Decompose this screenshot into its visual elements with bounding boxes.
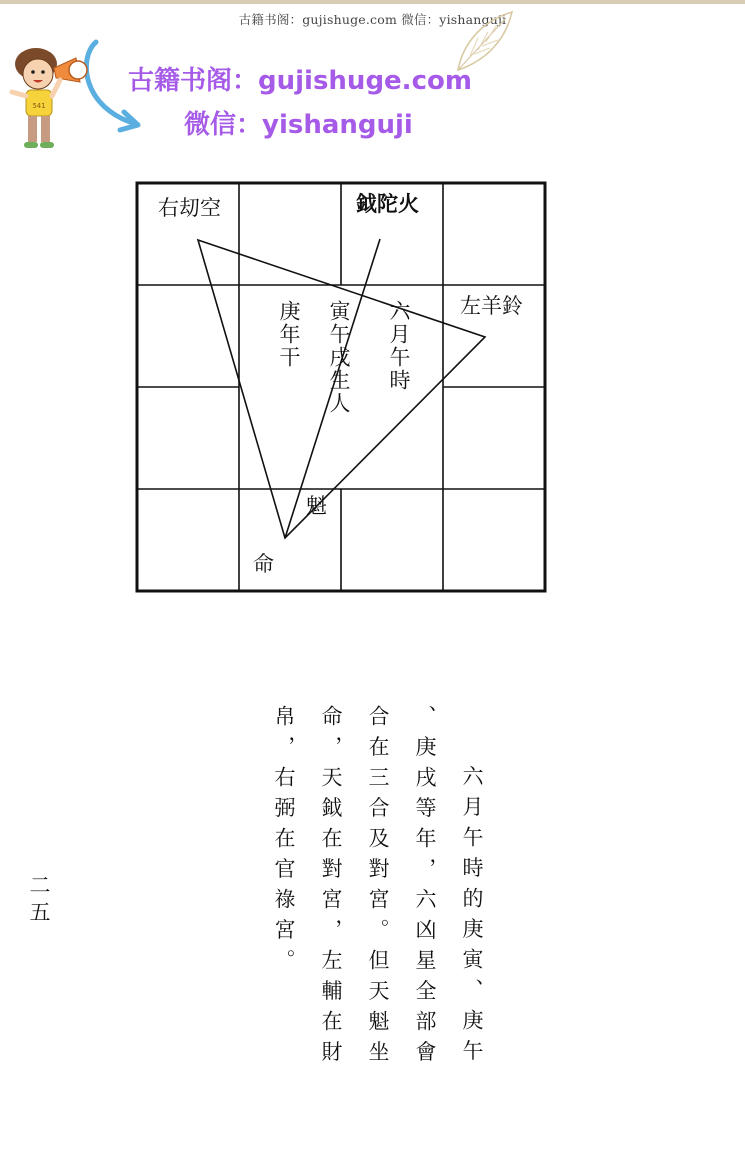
text-column-5: 帛，右弼在官祿宮。 — [272, 705, 296, 980]
center-col-month: 六月午時 — [387, 300, 411, 392]
text-column-2: 、庚戌等年，六凶星全部會 — [413, 705, 437, 1071]
svg-text:541: 541 — [32, 102, 46, 110]
text-column-1: 六月午時的庚寅、庚午 — [460, 765, 484, 1070]
page-number: 二五 — [27, 874, 51, 928]
banner-wechat-text: 微信：yishanguji — [184, 110, 413, 140]
cell-top-left: 右刧空 — [158, 196, 221, 220]
cell-top-third: 鉞陀火 — [356, 192, 419, 216]
center-col-birth: 寅午戌生人 — [327, 300, 351, 415]
text-column-3: 合在三合及對宮。但天魁坐 — [366, 705, 390, 1071]
site-header: 古籍书阁：gujishuge.com 微信：yishanguji — [238, 12, 507, 27]
cartoon-child-megaphone-icon — [6, 38, 156, 163]
top-border — [0, 0, 745, 4]
center-col-year: 庚年干 — [277, 300, 301, 369]
cell-ming: 命 — [253, 552, 274, 576]
cell-right-second: 左羊鈴 — [460, 294, 523, 318]
banner-site-text: 古籍书阁：gujishuge.com — [128, 66, 472, 96]
astrology-chart — [130, 176, 555, 601]
text-column-4: 命，天鉞在對宮，左輔在財 — [319, 705, 343, 1071]
watermark-banner — [6, 38, 476, 163]
cell-kui: 魁 — [306, 494, 327, 518]
